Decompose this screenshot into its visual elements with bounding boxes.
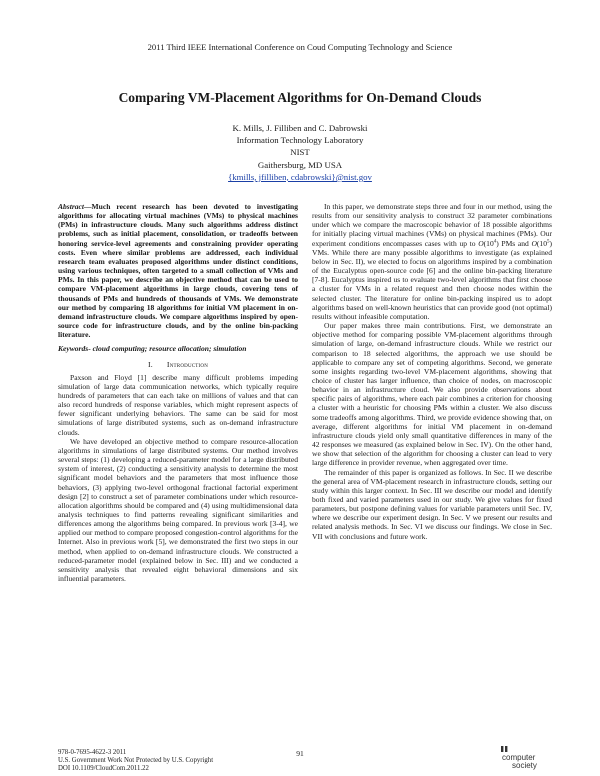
- abstract-label: Abstract: [58, 202, 84, 211]
- abstract: [58, 202, 298, 339]
- section-number: I.: [147, 359, 153, 369]
- authors: K. Mills, J. Filliben and C. Dabrowski: [232, 123, 368, 133]
- text-run: In this paper, we demonstrate steps three and four in our method, using the results from our sensitivity analysis to construct 32 parameter combinations under which we compare the macroscopic behavior of 18 possible algorithms for initially placing virtual machines (VMs) on physical machines (PMs). Our experiment conditions encompasses cases with up to: [312, 202, 552, 248]
- text-run: O: [478, 238, 484, 248]
- isbn: 978-0-7695-4622-3 2011: [58, 749, 127, 756]
- text-run: (10: [536, 238, 547, 248]
- conference-header: 2011 Third IEEE International Conference on Coud Computing Technology and Science: [147, 42, 453, 52]
- text-run: ) PMs and: [496, 238, 532, 248]
- organization: NIST: [290, 147, 310, 158]
- logo-line-2: society: [512, 761, 537, 770]
- text-run: O: [531, 238, 537, 248]
- text-run: ) VMs. While there are many possible algorithms to investigate (as explained below in Sec. II), we elected to focus on algorithms inspired by a combination of the Eucalyptus open-source code [6] and the online bin-packing literature [7-8]. Eucalyptus inspired us to evaluate two-level algorithms that first choose a cluster for VMs in a related request and then choose nodes within the selected cluster. The literature for online bin-packing inspired us to adopt algorithms based on well-known heuristics that can provide good (not optimal) results without infeasible computation.: [312, 238, 552, 321]
- affiliation: Information Technology Laboratory: [236, 135, 364, 146]
- abstract-text: —Much recent research has been devoted to investigating algorithms for allocating virtual machines (VMs) to physical machines (PMs) in infrastructure clouds. Many such algorithms address distinct problems, such as initial placement, consolidation, or tradeoffs between honoring service-level agreements and constraining provider operating costs. Even where similar problems are addressed, each individual research team evaluates proposed algorithms under distinct conditions, using various techniques, often targeted to a small collection of VMs and PMs. In this paper, we describe an objective method that can be used to compare VM-placement algorithms in large clouds, covering tens of thousands of PMs and hundreds of thousands of VMs. We demonstrate our method by comparing 18 algorithms for initial VM placement in on-demand infrastructure clouds. We compare algorithms inspired by open-source code for infrastructure clouds, and by the online bin-packing literature.: [58, 202, 298, 340]
- left-column: [58, 202, 298, 583]
- paragraph: Our paper makes three main contributions. First, we demonstrate an objective method for comparing possible VM-placement algorithms through simulation of large, on-demand infrastructure clouds. While we restrict our comparison to 18 selected algorithms, the approach we use should be applicable to compare any set of competing algorithms. Second, we generate some insights regarding two-level VM-placement algorithms, showing that choice of cluster has larger influence, than choice of nodes, on macroscopic behavior in an infrastructure cloud. We also provide observations about specific pairs of algorithms, where each pair combines a criterion for choosing a cluster with a heuristic for choosing PMs within a cluster. We also discuss some tradeoffs among algorithms. Third, we provide evidence showing that, on average, different algorithms for initial VM placement in on-demand infrastructure clouds yield only small quantitative differences in many of the 42 responses we measured (as explained below in Sec. IV). On the other hand, we show that selection of the algorithm for choosing a cluster can lead to very large difference in provider revenue, when aggregated over time.: [312, 321, 552, 468]
- location: Gaithersburg, MD USA: [257, 159, 343, 170]
- page-number: 91: [296, 749, 304, 758]
- author-block: [0, 122, 600, 183]
- section-title: Introduction: [166, 359, 209, 369]
- keywords: Keywords- cloud computing; resource allocation; simulation: [58, 344, 247, 354]
- right-column: [312, 202, 552, 541]
- logo-line-1: computer: [502, 753, 536, 762]
- ieee-computer-society-logo: [498, 744, 546, 770]
- doi: DOI 10.1109/CloudCom.2011.22: [58, 765, 149, 772]
- superscript: 5: [546, 239, 550, 245]
- logo-icon: [498, 744, 546, 770]
- paragraph: [312, 202, 552, 321]
- paper-title: Comparing VM-Placement Algorithms for On-Demand Clouds: [118, 90, 482, 105]
- email-link[interactable]: {kmills, jfilliben, cdabrowski}@nist.gov: [228, 171, 372, 182]
- section-heading-introduction: [58, 360, 298, 369]
- paragraph: The remainder of this paper is organized as follows. In Sec. II we describe the general area of VM-placement research in infrastructure clouds, setting our study within this larger context. In Sec. III we describe our model and identify both fixed and varied parameters used in our study. We give values for fixed parameters, but postpone defining values for variable parameters until Sec. IV, where we describe our experiment design. In Sec. V we present our results and related analysis methods. In Sec. VI we discuss our findings. We close in Sec. VII with conclusions and future work.: [312, 467, 552, 541]
- text-run: (10: [483, 238, 494, 248]
- paragraph: We have developed an objective method to compare resource-allocation algorithms in simulations of large distributed systems. Our method involves several steps: (1) developing a reduced-parameter model for a large distributed system of interest, (2) conducting a sensitivity analysis to determine the most significant model behaviors and the parameters that most influence those behaviors, (3) applying two-level orthogonal fractional factorial experiment design [2] to construct a set of parameter combinations under which resource-allocation algorithms should be compared and (4) using multidimensional data analysis techniques to find patterns revealing significant similarities and differences among the algorithms being compared. In previous work [3-4], we applied our method to compare proposed congestion-control algorithms for the Internet. Also in previous work [5], we demonstrated the first two steps in our method, when applied to on-demand infrastructure clouds. We constructed a reduced-parameter model (explained below in Sec. III) and we conducted a sensitivity analysis that revealed eight behavioral dimensions and six influential parameters.: [58, 436, 298, 584]
- copyright: U.S. Government Work Not Protected by U.S. Copyright: [58, 757, 214, 764]
- superscript: 4: [493, 239, 497, 245]
- paragraph: Paxson and Floyd [1] describe many difficult problems impeding simulation of large data communication networks, which typically require hundreds of parameters that can each take on millions of values and that can also record hundreds of response variables, which might represent aspects of fewer significant underlying behaviors. The same can be said for most simulations of large distributed systems, such as on-demand infrastructure clouds.: [58, 372, 298, 437]
